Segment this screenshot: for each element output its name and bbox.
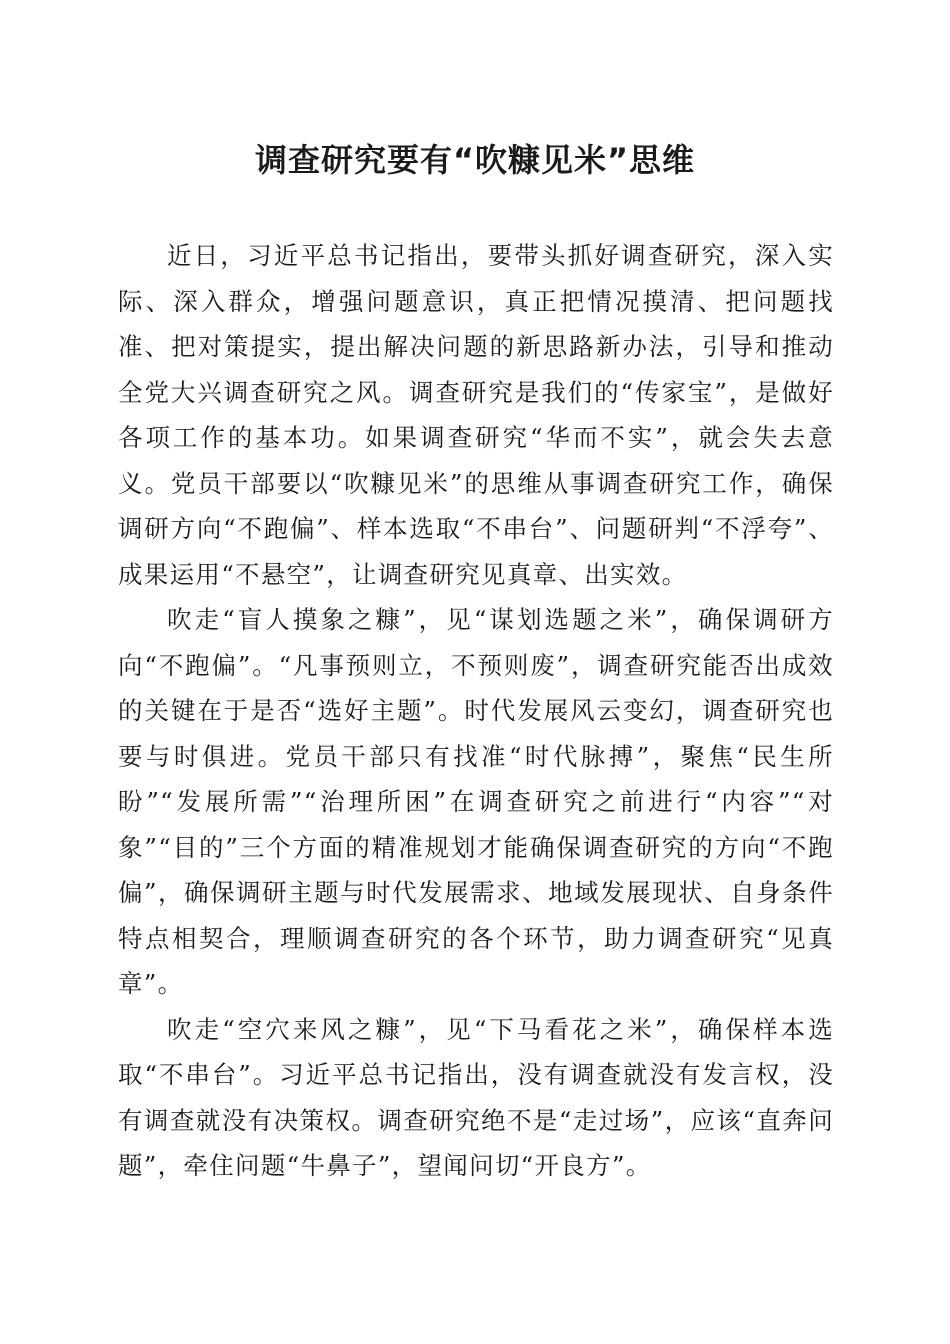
paragraph: 吹走“盲人摸象之糠”，见“谋划选题之米”，确保调研方向“不跑偏”。“凡事预则立，不预则废”，调查研究能否出成效的关键在于是否“选好主题”。时代发展风云变幻，调查研究也要与时俱进。党员干部只有找准“时代脉搏”，聚焦“民生所盼”“发展所需”“治理所困”在调查研究之前进行“内容”“对象”“目的”三个方面的精准规划才能确保调查研究的方向“不跑偏”，确保调研主题与时代发展需求、地域发展现状、自身条件特点相契合，理顺调查研究的各个环节，助力调查研究“见真章”。 [118,605,835,998]
paragraph: 近日，习近平总书记指出，要带头抓好调查研究，深入实际、深入群众，增强问题意识，真正把情况摸清、把问题找准、把对策提实，提出解决问题的新思路新办法，引导和推动全党大兴调查研究之风。调查研究是我们的“传家宝”，是做好各项工作的基本功。如果调查研究“华而不实”，就会失去意义。党员干部要以“吹糠见米”的思维从事调查研究工作，确保调研方向“不跑偏”、样本选取“不串台”、问题研判“不浮夸”、成果运用“不悬空”，让调查研究见真章、出实效。 [118,241,834,589]
page-title: 调查研究要有“吹糠见米”思维 [254,141,696,179]
article-body [118,233,834,1189]
paragraph: 吹走“空穴来风之糠”，见“下马看花之米”，确保样本选取“不串台”。习近平总书记指出，没有调查就没有发言权，没有调查就没有决策权。调查研究绝不是“走过场”，应该“直奔问题”，牵住问题“牛鼻子”，望闻问切“开良方”。 [118,1014,834,1180]
